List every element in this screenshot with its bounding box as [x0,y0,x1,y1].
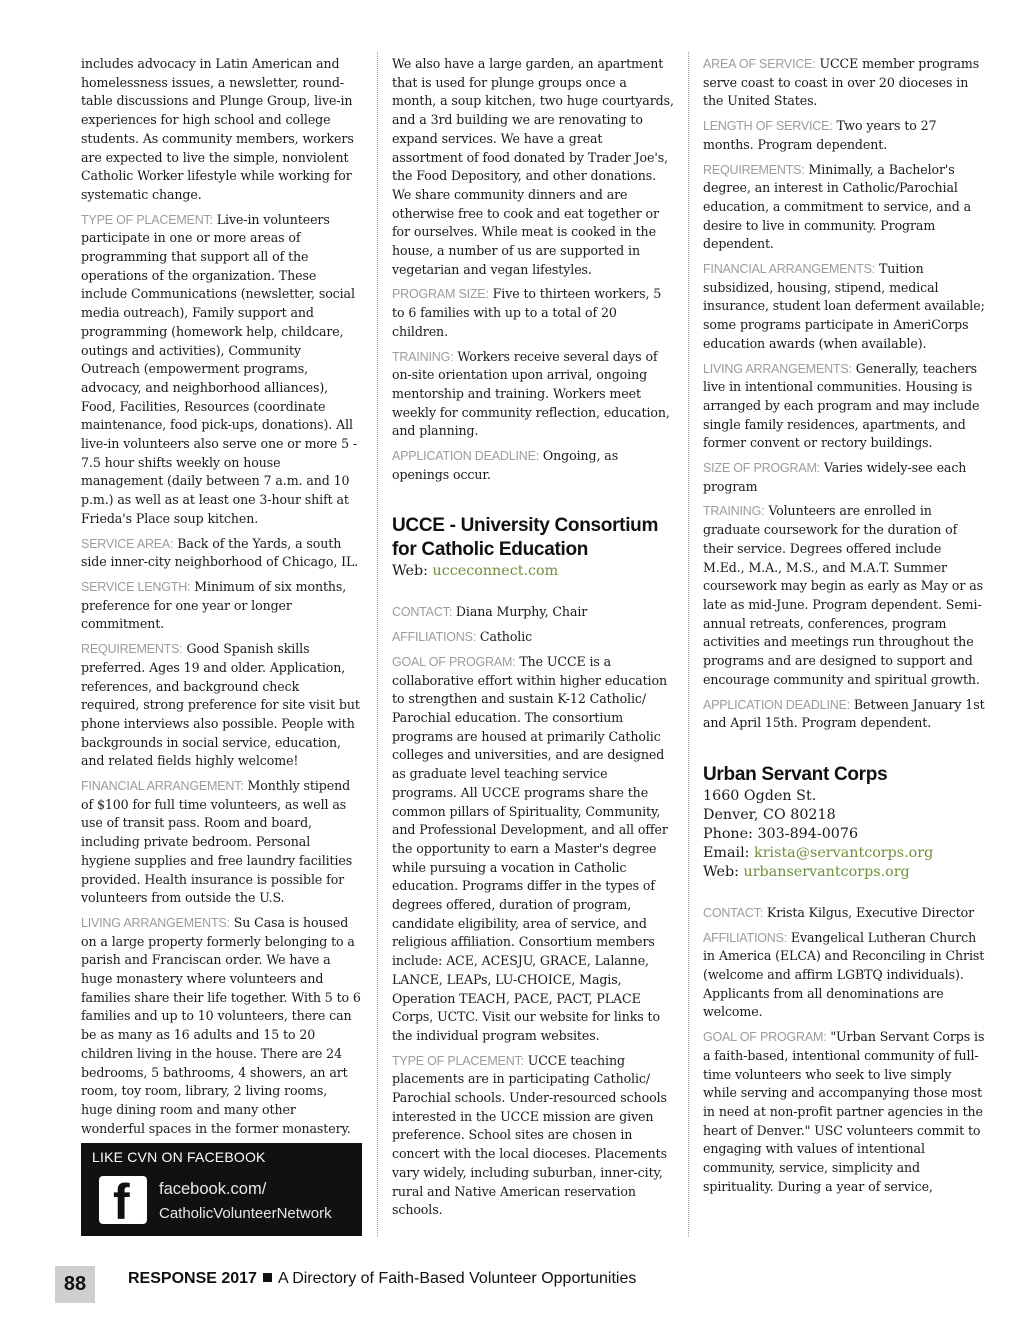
ucce-web-link[interactable]: ucceconnect.com [432,563,559,580]
entry-application-deadline: APPLICATION DEADLINE: Ongoing, as openings occur. [392,448,619,482]
su-casa-intro: includes advocacy in Latin American and homelessness issues, a newsletter, round-table discussions and Plunge Group, live-in experiences for high school and college students. As community members, workers are expected to live the simple, nonviolent Catholic Worker lifestyle while working for systematic change. [81,56,354,202]
facebook-promo-box[interactable] [81,1143,362,1236]
web-link[interactable]: urbanservantcorps.org [743,863,910,880]
entry-financial-arrangement: FINANCIAL ARRANGEMENT: Monthly stipend of $100 for full time volunteers, as well as use of transit pass. Room and board, including private bedroom. Personal hygiene supplies and free laundry facilities provided. Health insurance is possible for volunteers from outside the U.S. [81,778,353,906]
entry-affiliations: AFFILIATIONS: Evangelical Lutheran Church in America (ELCA) and Reconciling in Christ (welcome and affirm LGBTQ individuals). Applicants from all denominations are welcome. [703,929,985,1020]
facebook-url-line2[interactable]: CatholicVolunteerNetwork [159,1205,332,1222]
entry-application-deadline: APPLICATION DEADLINE: Between January 1st and April 15th. Program dependent. [703,696,985,731]
publication-subtitle: A Directory of Faith-Based Volunteer Opportunities [277,1270,637,1287]
entry-training: TRAINING: Workers receive several days of on-site orientation upon arrival, ongoing mentorship and training. Workers meet weekly for community reflection, education, and planning. [392,348,670,439]
entry-training: TRAINING: Volunteers are enrolled in graduate coursework for the duration of their service. Degrees offered include M.Ed., M.A., M.S., and M.A.T. Summer coursework may begin as early as May or as late as mid-June. Program dependent. Semi-annual retreats, conferences, program activities and meetings run throughout the programs and are designed to support and encourage community and spiritual growth. [703,503,983,687]
address-line1: 1660 Ogden St. [703,787,817,804]
column-2 [392,55,674,1226]
entry-contact: CONTACT: Krista Kilgus, Executive Director [703,904,975,920]
facebook-url-line1[interactable]: facebook.com/ [159,1180,267,1198]
entry-type-of-placement: TYPE OF PLACEMENT: Live-in volunteers participate in one or more areas of programming that support all of the operations of the organization. These include Communications (newsletter, social media outreach), Family support and programming (homework help, childcare, outings and activities), Community Outreach (empowerment programs, advocacy, and neighborhood alliances), Food, Facilities, Resources (coordinate maintenance, food pick-ups, donations). All live-in volunteers also serve one or more 5 - 7.5 hour shifts weekly on house management (daily between 7 a.m. and 10 p.m.) as well as at least one 3-hour shift at Frieda's Place soup kitchen. [81,211,358,526]
page-number: 88 [55,1266,95,1303]
su-casa-continued: We also have a large garden, an apartment that is used for plunge groups once a month, a soup kitchen, two huge courtyards, and a 3rd building we are renovating to expand services. We have a great assortment of food donated by Trader Joe's, the Food Depository, and other donations. We share community dinners and are otherwise free to cook and eat together or for ourselves. While meat is cooked in the house, a number of us are supported in vegetarian and vegan lifestyles. [392,56,674,277]
facebook-icon: f [99,1176,147,1224]
footer-title [128,1270,636,1288]
urban-servant-corps-heading: Urban Servant Corps [703,763,888,785]
entry-type-of-placement: TYPE OF PLACEMENT: UCCE teaching placements are in participating Catholic/ Parochial schools. Under-resourced schools interested in the UCCE mission are given preference. School sites are chosen in concert with the local dioceses. Placements vary widely, including suburban, inner-city, rural and Native American reservation schools. [392,1052,667,1218]
entry-size-of-program: SIZE OF PROGRAM: Varies widely-see each program [703,460,967,494]
ucce-web: Web: ucceconnect.com [392,563,559,580]
entry-area-of-service: AREA OF SERVICE: UCCE member programs serve coast to coast in over 20 dioceses in the United States. [703,56,980,109]
entry-length-of-service: LENGTH OF SERVICE: Two years to 27 months. Program dependent. [703,118,937,152]
entry-living-arrangements: LIVING ARRANGEMENTS: Su Casa is housed on a large property formerly belonging to a parish and Franciscan order. We have a huge monastery where volunteers and families share their life together. With 5 to 6 families and up to 10 volunteers, there can be as many as 16 adults and 15 to 20 children living in the house. There are 24 bedrooms, 5 bathrooms, 4 showers, an art room, toy room, library, 2 living rooms, huge dining room and many other wonderful spaces in the former monastery. [81,914,361,1136]
page-footer [0,1258,1024,1306]
entry-goal-of-program: GOAL OF PROGRAM: "Urban Servant Corps is a faith-based, intentional community of full-time volunteers who seek to live simply while serving and accompanying those most in need at non-profit partner agencies in the heart of Denver." USC volunteers commit to engaging with values of intentional community, service, simplicity and spirituality. During a year of service, [703,1029,985,1194]
column-3 [703,55,985,1202]
square-bullet-icon [263,1273,272,1282]
email: Email: krista@servantcorps.org [703,844,934,861]
publication-name: RESPONSE 2017 [128,1270,257,1287]
phone: Phone: 303-894-0076 [703,825,859,842]
entry-service-area: SERVICE AREA: Back of the Yards, a south side inner-city neighborhood of Chicago, IL. [81,535,359,570]
entry-financial-arrangements: FINANCIAL ARRANGEMENTS: Tuition subsidized, housing, stipend, medical insurance, student loan deferment available; some programs participate in AmeriCorps education awards (when available). [703,261,985,351]
entry-service-length: SERVICE LENGTH: Minimum of six months, preference for one year or longer commitment. [81,578,347,632]
email-link[interactable]: krista@servantcorps.org [754,844,934,861]
column-divider [377,52,378,1237]
facebook-promo-title: LIKE CVN ON FACEBOOK [92,1149,266,1165]
entry-requirements: REQUIREMENTS: Good Spanish skills preferred. Ages 19 and older. Application, references, and background check required, strong preference for site visit but phone interviews also possible. People with backgrounds in social service, education, and related fields highly welcome! [81,641,360,769]
entry-requirements: REQUIREMENTS: Minimally, a Bachelor's degree, an interest in Catholic/Parochial education, a commitment to service, and a desire to live in community. Program dependent. [703,161,971,252]
ucce-heading: UCCE - University Consortium for Catholic Education [392,515,659,561]
entry-contact: CONTACT: Diana Murphy, Chair [392,604,588,620]
entry-program-size: PROGRAM SIZE: Five to thirteen workers, 5 to 6 families with up to a total of 20 children. [392,286,662,339]
entry-goal-of-program: GOAL OF PROGRAM: The UCCE is a collaborative effort within higher education to strengthen and sustain K-12 Catholic/ Parochial education. The consortium programs are housed at primarily Catholic colleges and universities, and are designed as graduate level teaching service programs. All UCCE programs share the common pillars of Spirituality, Community, and Professional Development, and all offer the opportunity to earn a Master's degree while pursuing a vocation in Catholic education. Programs differ in the types of degrees offered, duration of program, candidate eligibility, area of service, and religious affiliation. Consortium members include: ACE, ACESJU, GRACE, Lalanne, LANCE, LEAPs, LU-CHOICE, Magis, Operation TEACH, PACE, PACT, PLACE Corps, UCTC. Visit our website for links to the individual program websites. [392,653,668,1043]
column-divider [688,52,689,1237]
entry-affiliations: AFFILIATIONS: Catholic [392,629,533,645]
entry-living-arrangements: LIVING ARRANGEMENTS: Generally, teachers live in intentional communities. Housing is arranged by each program and may include single family residences, apartments, and former convent or rectory buildings. [703,360,980,451]
address-line2: Denver, CO 80218 [703,806,836,823]
web: Web: urbanservantcorps.org [703,863,910,880]
column-1 [81,55,361,1144]
